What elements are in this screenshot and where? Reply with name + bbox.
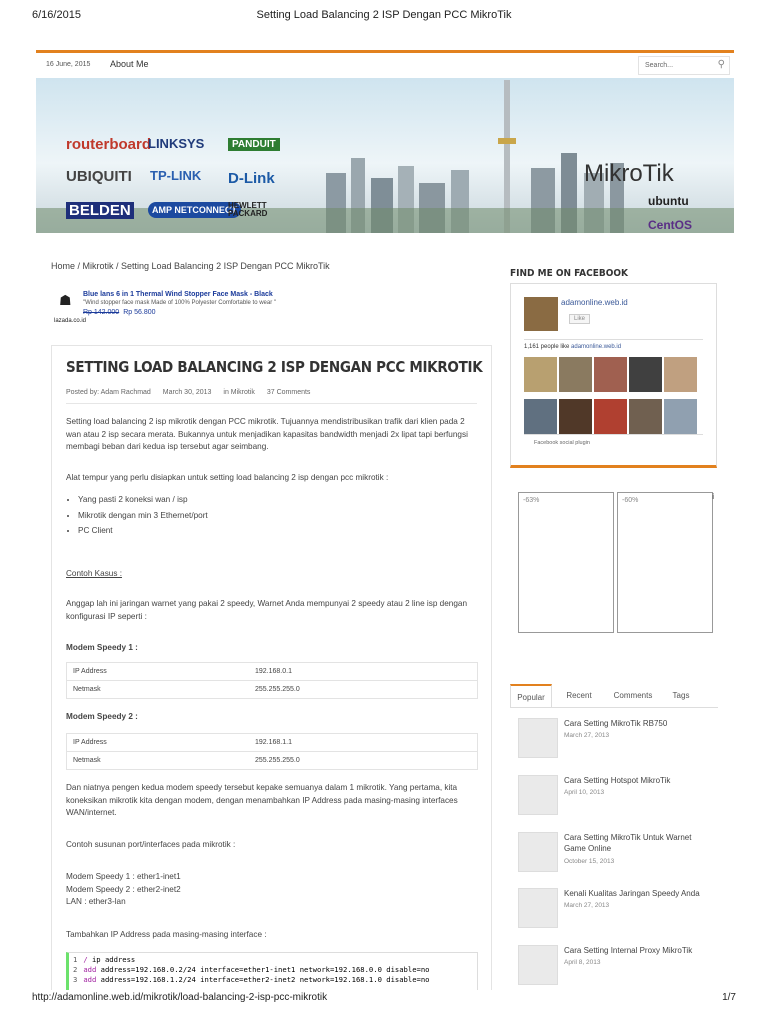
paragraph-tools: Alat tempur yang perlu disiapkan untuk setting load balancing 2 isp dengan pcc mikrotik : [66, 473, 389, 482]
table-row [67, 752, 478, 770]
web-page [36, 50, 734, 990]
code-line: 1 / ip address [73, 955, 136, 964]
breadcrumb[interactable]: Home / Mikrotik / Setting Load Balancing 2 ISP Dengan PCC MikroTik [51, 261, 330, 271]
about-me-link[interactable]: About Me [110, 59, 149, 69]
ad-price [83, 309, 156, 316]
modem2-label: Modem Speedy 2 : [66, 712, 138, 721]
list-item: • Yang pasti 2 koneksi wan / isp [78, 494, 476, 507]
code-block[interactable] [66, 952, 478, 990]
list-item: • Mikrotik dengan min 3 Ethernet/port [78, 510, 476, 523]
ports-list [66, 871, 476, 909]
meta-category[interactable]: in Mikrotik [223, 389, 255, 396]
fan-avatar[interactable] [524, 357, 557, 392]
discount-label: -63% [523, 497, 540, 504]
table-cell: IP Address [67, 734, 250, 752]
article-title: SETTING LOAD BALANCING 2 ISP DENGAN PCC MIKROTIK [66, 358, 483, 376]
ad-new-price: Rp 56.800 [123, 309, 156, 316]
post-date: October 15, 2013 [564, 858, 615, 865]
table-cell: 192.168.1.1 [249, 734, 478, 752]
freebsd-logo [652, 208, 656, 209]
post-title[interactable]: Cara Setting Hotspot MikroTik [564, 776, 671, 785]
fan-avatar[interactable] [629, 357, 662, 392]
facebook-plugin-label: Facebook social plugin [534, 440, 590, 446]
popular-post[interactable] [518, 888, 718, 932]
hp-logo: HEWLETT PACKARD [228, 201, 268, 218]
table-cell: 255.255.255.0 [249, 681, 478, 699]
fan-avatar[interactable] [559, 357, 592, 392]
print-date: 6/16/2015 [32, 9, 81, 21]
article [51, 345, 492, 990]
fan-avatar[interactable] [664, 357, 697, 392]
amp-netconnect-logo: AMP NETCONNECT [148, 202, 241, 218]
print-page-number: 1/7 [722, 992, 736, 1003]
post-title[interactable]: Cara Setting MikroTik RB750 [564, 719, 668, 728]
sidebar-ad-boxes [518, 492, 714, 633]
modem2-table [66, 733, 478, 770]
facebook-heading: FIND ME ON FACEBOOK [510, 268, 628, 279]
product-ad[interactable] [51, 286, 341, 332]
routerboard-logo: routerboard [66, 136, 152, 153]
meta-date: March 30, 2013 [162, 389, 212, 396]
table-cell: Netmask [67, 752, 250, 770]
top-date: 16 June, 2015 [46, 61, 91, 68]
post-date: March 27, 2013 [564, 902, 610, 909]
post-title[interactable]: Cara Setting MikroTik Untuk Warnet Game Online [564, 833, 692, 853]
fan-avatar[interactable] [559, 399, 592, 434]
table-cell: 192.168.0.1 [249, 663, 478, 681]
popular-post[interactable] [518, 832, 718, 876]
popular-post[interactable] [518, 945, 718, 989]
fan-avatar[interactable] [594, 399, 627, 434]
tab-popular[interactable]: Popular [510, 684, 552, 708]
divider [510, 707, 718, 708]
popular-post[interactable] [518, 718, 718, 762]
ubuntu-logo: ubuntu [648, 194, 689, 208]
fan-avatar[interactable] [594, 357, 627, 392]
like-button[interactable]: Like [569, 314, 590, 324]
search-icon[interactable]: ⚲ [717, 59, 725, 70]
tab-recent[interactable]: Recent [566, 691, 592, 700]
table-cell: IP Address [67, 663, 250, 681]
code-line: 2 add address=192.168.0.2/24 interface=ether1-inet1 network=192.168.0.0 disable=no [73, 965, 430, 974]
divider [524, 434, 703, 435]
post-title[interactable]: Kenali Kualitas Jaringan Speedy Anda [564, 889, 700, 898]
tab-comments[interactable]: Comments [613, 691, 653, 700]
popular-post[interactable] [518, 775, 718, 819]
fan-avatar[interactable] [629, 399, 662, 434]
divider [66, 403, 477, 404]
article-meta [66, 389, 320, 396]
city-skyline-illustration [36, 78, 734, 233]
post-thumbnail[interactable] [518, 888, 558, 928]
print-header [0, 0, 768, 22]
tp-link-logo: TP-LINK [150, 168, 202, 183]
paragraph-case: Anggap lah ini jaringan warnet yang pakai 2 speedy, Warnet Anda mempunyai 2 speedy atau 2 line isp dengan konfigurasi IP seperti : [66, 599, 467, 621]
post-thumbnail[interactable] [518, 832, 558, 872]
centos-logo: CentOS [648, 218, 693, 232]
fan-avatar[interactable] [664, 399, 697, 434]
print-url: http://adamonline.web.id/mikrotik/load-balancing-2-isp-pcc-mikrotik [32, 992, 328, 1003]
fan-avatar[interactable] [524, 399, 557, 434]
ad-info-icon[interactable]: i [712, 492, 714, 501]
tools-list [66, 494, 476, 541]
table-cell: Netmask [67, 681, 250, 699]
paragraph-intro: Setting load balancing 2 isp mikrotik dengan PCC mikrotik. Tujuannya mendistribusikan trafik dari klien pada 2 wan atau 2 isp secara merata. Bukannya untuk menjadikan kapasitas bandwidth menjadi 2x lipat tapi berfungsi membagi beban dari kedua isp tersebut agar seimbang. [66, 417, 468, 451]
header-banner [36, 78, 734, 233]
post-thumbnail[interactable] [518, 945, 558, 985]
search-input[interactable] [638, 56, 730, 75]
post-date: March 27, 2013 [564, 732, 610, 739]
ad-source: lazada.co.id [54, 318, 87, 324]
facebook-page-name[interactable]: adamonline.web.id [561, 298, 628, 307]
code-line: 3 add address=192.168.1.2/24 interface=ether2-inet2 network=192.168.1.0 disable=no [73, 975, 430, 984]
ad-old-price: Rp 142.000 [83, 309, 120, 316]
port-line: Modem Speedy 1 : ether1-inet1 [66, 872, 181, 881]
paragraph-ports: Contoh susunan port/interfaces pada mikrotik : [66, 840, 236, 849]
post-date: April 10, 2013 [564, 789, 605, 796]
modem1-table [66, 662, 478, 699]
ubiquiti-logo: UBIQUITI [66, 168, 132, 185]
top-bar [36, 50, 734, 80]
port-line: Modem Speedy 2 : ether2-inet2 [66, 884, 181, 894]
modem1-label: Modem Speedy 1 : [66, 643, 138, 652]
divider [524, 339, 703, 340]
discount-label: -60% [622, 497, 639, 504]
facebook-widget [510, 283, 717, 468]
page-avatar[interactable] [524, 297, 558, 331]
table-row [67, 681, 478, 699]
meta-author[interactable]: Posted by: Adam Rachmad [66, 389, 151, 396]
post-title[interactable]: Cara Setting Internal Proxy MikroTik [564, 946, 693, 955]
d-link-logo: D-Link [228, 170, 275, 187]
belden-logo: BELDEN [66, 202, 134, 219]
fan-photo-grid [524, 357, 702, 441]
like-count-link[interactable]: adamonline.web.id [571, 344, 622, 350]
list-item: • PC Client [78, 525, 476, 538]
ad-title[interactable]: Blue lans 6 in 1 Thermal Wind Stopper Face Mask - Black [83, 291, 273, 298]
print-title: Setting Load Balancing 2 ISP Dengan PCC MikroTik [256, 9, 512, 21]
search-placeholder: Search... [645, 62, 674, 69]
mask-product-icon: ☗ [59, 292, 72, 308]
port-line: LAN : ether3-lan [66, 897, 126, 906]
paragraph-connect: Dan niatnya pengen kedua modem speedy tersebut kepake semuanya dalam 1 mikrotik. Yang pertama, kita koneksikan mikrotik kita dengan modem, dengan menambahkan IP Address pada masing-masing interfaces WAN/internet. [66, 783, 458, 817]
meta-comments[interactable]: 37 Comments [266, 389, 311, 396]
ad-box[interactable] [518, 492, 614, 633]
table-cell: 255.255.255.0 [249, 752, 478, 770]
post-thumbnail[interactable] [518, 718, 558, 758]
linksys-logo: LINKSYS [148, 136, 205, 151]
paragraph-add-ip: Tambahkan IP Address pada masing-masing interface : [66, 930, 267, 939]
ad-box[interactable] [617, 492, 713, 633]
case-label: Contoh Kasus : [66, 569, 122, 578]
ad-subtitle: "Wind stopper face mask Made of 100% Polyester Comfortable to wear " [83, 300, 277, 306]
table-row [67, 663, 478, 681]
post-date: April 8, 2013 [564, 959, 601, 966]
table-row [67, 734, 478, 752]
tab-tags[interactable]: Tags [672, 691, 690, 700]
mikrotik-logo: MikroTik [584, 160, 674, 187]
like-count: 1,161 people like adamonline.web.id [524, 344, 622, 350]
panduit-logo: PANDUIT [228, 138, 280, 151]
post-thumbnail[interactable] [518, 775, 558, 815]
